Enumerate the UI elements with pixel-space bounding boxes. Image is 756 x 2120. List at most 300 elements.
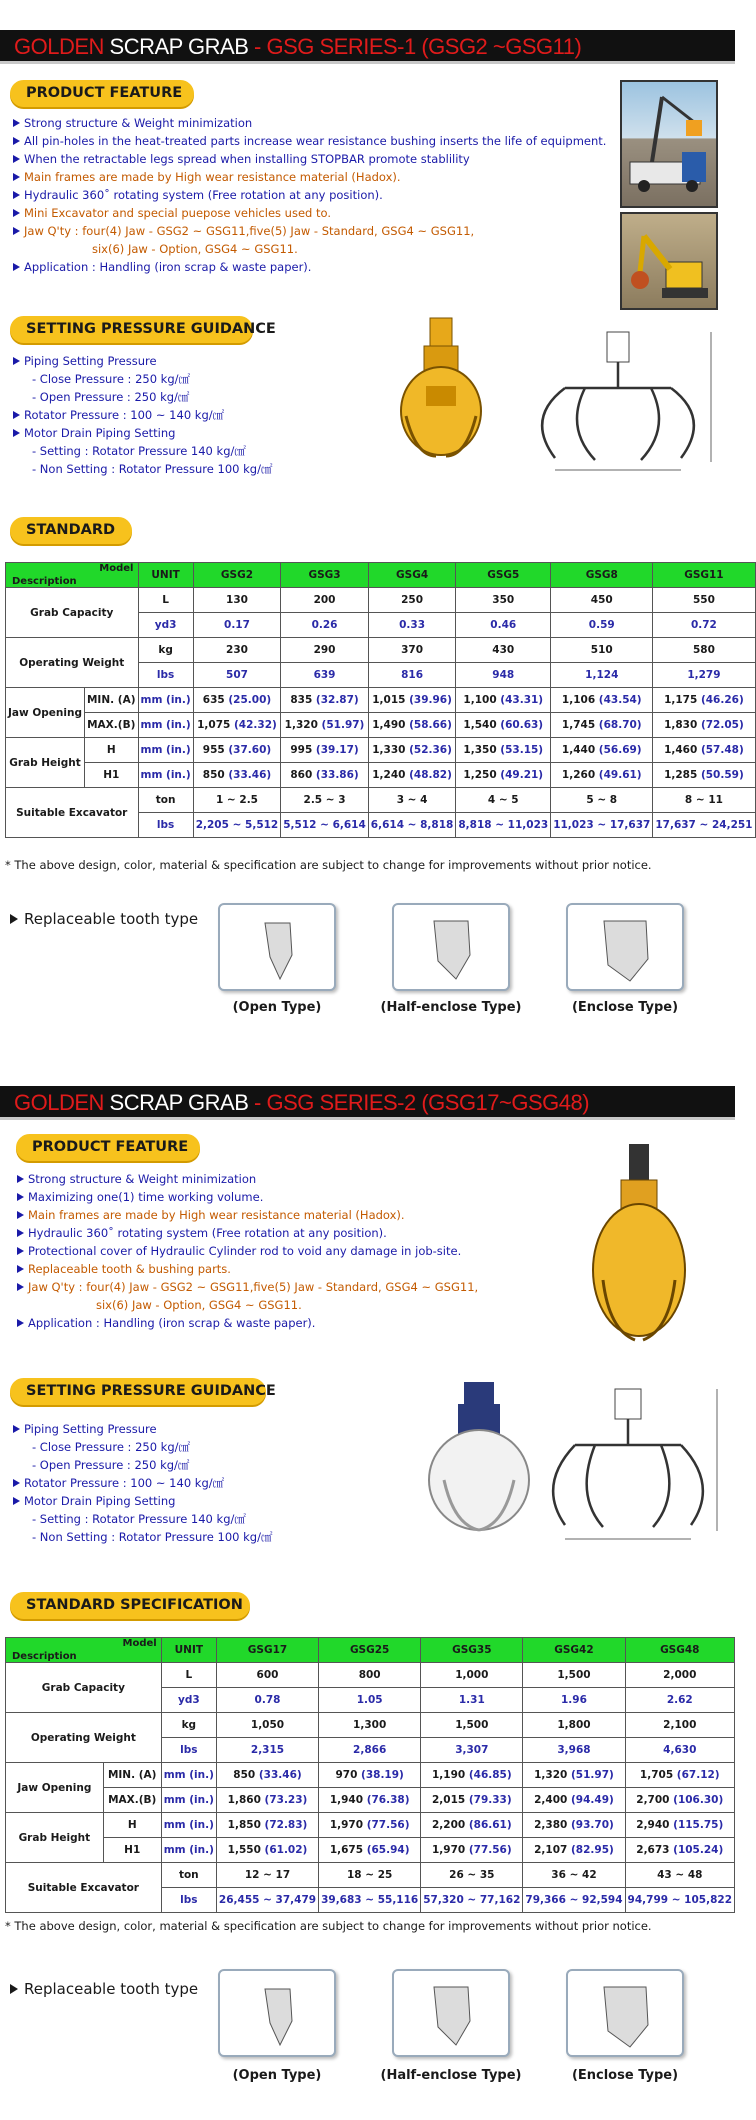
value-cell: 2.5 ~ 3 bbox=[281, 788, 369, 813]
crane-truck-photo bbox=[620, 80, 718, 208]
feature-item: Main frames are made by High wear resistance material (Hadox). bbox=[12, 168, 606, 186]
value-cell: 1,175 (46.26) bbox=[653, 688, 755, 713]
value-cell: 290 bbox=[281, 638, 369, 663]
value-cell: 430 bbox=[456, 638, 551, 663]
value-cell: 1,850 (72.83) bbox=[216, 1813, 318, 1838]
inch-value: (77.56) bbox=[468, 1844, 512, 1856]
inch-value: (86.61) bbox=[468, 1819, 512, 1831]
model-header: GSG48 bbox=[625, 1638, 734, 1663]
table-row bbox=[6, 1863, 735, 1888]
value-cell: 2,400 (94.49) bbox=[523, 1788, 625, 1813]
value-cell: 600 bbox=[216, 1663, 318, 1688]
value-cell: 2.62 bbox=[625, 1688, 734, 1713]
value-cell: 0.72 bbox=[653, 613, 755, 638]
value-cell: 6,614 ~ 8,818 bbox=[368, 813, 456, 838]
unit-cell: ton bbox=[161, 1863, 216, 1888]
value-cell: 948 bbox=[456, 663, 551, 688]
value-cell: 1,500 bbox=[421, 1713, 523, 1738]
value-cell: 639 bbox=[281, 663, 369, 688]
feature-item: Main frames are made by High wear resistance material (Hadox). bbox=[16, 1206, 478, 1224]
inch-value: (43.54) bbox=[598, 694, 642, 706]
unit-cell: kg bbox=[138, 638, 193, 663]
inch-value: (72.83) bbox=[264, 1819, 308, 1831]
model-header: GSG2 bbox=[193, 563, 281, 588]
value-cell: 17,637 ~ 24,251 bbox=[653, 813, 755, 838]
inch-value: (72.05) bbox=[700, 719, 744, 731]
half-enclose-tooth-image-2 bbox=[392, 1969, 510, 2057]
value-cell: 350 bbox=[456, 588, 551, 613]
value-cell: 550 bbox=[653, 588, 755, 613]
unit-cell: mm (in.) bbox=[161, 1788, 216, 1813]
unit-cell: lbs bbox=[138, 813, 193, 838]
value-cell: 1,675 (65.94) bbox=[319, 1838, 421, 1863]
value-cell: 1,830 (72.05) bbox=[653, 713, 755, 738]
feature-item: Hydraulic 360˚ rotating system (Free rotation at any position). bbox=[12, 186, 606, 204]
table-row bbox=[6, 763, 756, 788]
pressure-item: Motor Drain Piping Setting bbox=[12, 424, 272, 442]
model-header: GSG11 bbox=[653, 563, 755, 588]
inch-value: (49.21) bbox=[500, 769, 544, 781]
value-cell: 1.05 bbox=[319, 1688, 421, 1713]
value-cell: 995 (39.17) bbox=[281, 738, 369, 763]
table-row bbox=[6, 1713, 735, 1738]
value-cell: 5,512 ~ 6,614 bbox=[281, 813, 369, 838]
inch-value: (39.17) bbox=[315, 744, 359, 756]
enclose-tooth-image bbox=[566, 903, 684, 991]
open-type-caption: (Open Type) bbox=[232, 1000, 322, 1015]
tooth-type-heading-2: Replaceable tooth type bbox=[10, 1980, 198, 1998]
half-enclose-tooth-icon-2 bbox=[394, 1971, 508, 2055]
value-cell: 1,240 (48.82) bbox=[368, 763, 456, 788]
value-cell: 1,260 (49.61) bbox=[551, 763, 653, 788]
inch-value: (32.87) bbox=[315, 694, 359, 706]
inch-value: (53.15) bbox=[500, 744, 544, 756]
value-cell: 1,350 (53.15) bbox=[456, 738, 551, 763]
model-header: GSG3 bbox=[281, 563, 369, 588]
value-cell: 1,320 (51.97) bbox=[523, 1763, 625, 1788]
table-row bbox=[6, 688, 756, 713]
value-cell: 635 (25.00) bbox=[193, 688, 281, 713]
feature-item: Application : Handling (iron scrap & waste paper). bbox=[16, 1314, 478, 1332]
row-group-label: Operating Weight bbox=[6, 638, 139, 688]
unit-header: UNIT bbox=[138, 563, 193, 588]
description-model-header bbox=[6, 563, 139, 588]
pressure-item: Rotator Pressure : 100 ~ 140 kg/㎠ bbox=[12, 406, 272, 424]
inch-value: (38.19) bbox=[361, 1769, 404, 1781]
feature-item: Mini Excavator and special puepose vehicles used to. bbox=[12, 204, 606, 222]
value-cell: 130 bbox=[193, 588, 281, 613]
inch-value: (48.82) bbox=[409, 769, 452, 781]
inch-value: (37.60) bbox=[228, 744, 272, 756]
pressure-item: - Setting : Rotator Pressure 140 kg/㎠ bbox=[32, 1512, 246, 1526]
value-cell: 1 ~ 2.5 bbox=[193, 788, 281, 813]
value-cell: 580 bbox=[653, 638, 755, 663]
value-cell: 2,380 (93.70) bbox=[523, 1813, 625, 1838]
table-row bbox=[6, 738, 756, 763]
value-cell: 2,700 (106.30) bbox=[625, 1788, 734, 1813]
product-feature-heading-2: PRODUCT FEATURE bbox=[16, 1134, 200, 1161]
inch-value: (67.12) bbox=[676, 1769, 720, 1781]
grab-product-image bbox=[396, 316, 486, 466]
model-label: Model bbox=[122, 1638, 157, 1649]
model-header: GSG8 bbox=[551, 563, 653, 588]
unit-cell: lbs bbox=[138, 663, 193, 688]
open-tooth-image bbox=[218, 903, 336, 991]
half-enclose-tooth-icon bbox=[394, 905, 508, 989]
table-row bbox=[6, 1788, 735, 1813]
unit-cell: yd3 bbox=[138, 613, 193, 638]
feature-item: Protectional cover of Hydraulic Cylinder rod to void any damage in job-site. bbox=[16, 1242, 478, 1260]
description-label: Description bbox=[12, 1651, 77, 1662]
unit-cell: mm (in.) bbox=[161, 1813, 216, 1838]
row-sub-label: H bbox=[103, 1813, 161, 1838]
table-row bbox=[6, 1838, 735, 1863]
open-tooth-icon-2 bbox=[220, 1971, 334, 2055]
row-sub-label: MAX.(B) bbox=[103, 1788, 161, 1813]
value-cell: 200 bbox=[281, 588, 369, 613]
value-cell: 39,683 ~ 55,116 bbox=[319, 1888, 421, 1913]
crane-truck-icon bbox=[622, 82, 716, 206]
row-sub-label: MIN. (A) bbox=[103, 1763, 161, 1788]
disclaimer-note-2: * The above design, color, material & specification are subject to change for improvements without prior notice. bbox=[5, 1919, 652, 1933]
series2-title: GOLDEN SCRAP GRAB - GSG SERIES-2 (GSG17~GSG48) bbox=[14, 1090, 590, 1115]
inch-value: (42.32) bbox=[234, 719, 277, 731]
value-cell: 5 ~ 8 bbox=[551, 788, 653, 813]
row-sub-label: MAX.(B) bbox=[84, 713, 138, 738]
value-cell: 0.78 bbox=[216, 1688, 318, 1713]
value-cell: 1,124 bbox=[551, 663, 653, 688]
value-cell: 1,100 (43.31) bbox=[456, 688, 551, 713]
pressure-item: Motor Drain Piping Setting bbox=[12, 1492, 272, 1510]
value-cell: 1,330 (52.36) bbox=[368, 738, 456, 763]
model-header: GSG42 bbox=[523, 1638, 625, 1663]
unit-header: UNIT bbox=[161, 1638, 216, 1663]
value-cell: 2,015 (79.33) bbox=[421, 1788, 523, 1813]
enclose-type-caption: (Enclose Type) bbox=[571, 1000, 679, 1015]
pressure-item: - Close Pressure : 250 kg/㎠ bbox=[32, 1440, 191, 1454]
value-cell: 955 (37.60) bbox=[193, 738, 281, 763]
excavator-photo bbox=[620, 212, 718, 310]
value-cell: 1,279 bbox=[653, 663, 755, 688]
value-cell: 2,107 (82.95) bbox=[523, 1838, 625, 1863]
excavator-icon bbox=[622, 214, 716, 308]
pressure-item: - Open Pressure : 250 kg/㎠ bbox=[32, 1458, 190, 1472]
grab-dimension-drawing bbox=[525, 328, 725, 478]
value-cell: 3,968 bbox=[523, 1738, 625, 1763]
product-feature-heading: PRODUCT FEATURE bbox=[10, 80, 194, 107]
value-cell: 1,800 bbox=[523, 1713, 625, 1738]
feature-item: Application : Handling (iron scrap & waste paper). bbox=[12, 258, 606, 276]
pressure-list-2 bbox=[12, 1420, 272, 1546]
value-cell: 18 ~ 25 bbox=[319, 1863, 421, 1888]
value-cell: 11,023 ~ 17,637 bbox=[551, 813, 653, 838]
unit-cell: lbs bbox=[161, 1738, 216, 1763]
table-row bbox=[6, 588, 756, 613]
pressure-item: Piping Setting Pressure bbox=[12, 352, 272, 370]
feature-item: All pin-holes in the heat-treated parts increase wear resistance bushing inserts the life of equipment. bbox=[12, 132, 606, 150]
table-row bbox=[6, 788, 756, 813]
model-header: GSG4 bbox=[368, 563, 456, 588]
value-cell: 2,000 bbox=[625, 1663, 734, 1688]
value-cell: 816 bbox=[368, 663, 456, 688]
spec-table-series1 bbox=[5, 562, 756, 838]
value-cell: 507 bbox=[193, 663, 281, 688]
table-row bbox=[6, 638, 756, 663]
tooth-type-heading: Replaceable tooth type bbox=[10, 910, 198, 928]
value-cell: 370 bbox=[368, 638, 456, 663]
inch-value: (82.95) bbox=[571, 1844, 614, 1856]
value-cell: 1,490 (58.66) bbox=[368, 713, 456, 738]
value-cell: 26 ~ 35 bbox=[421, 1863, 523, 1888]
feature-item: Jaw Q'ty : four(4) Jaw - GSG2 ~ GSG11,five(5) Jaw - Standard, GSG4 ~ GSG11, bbox=[12, 222, 606, 240]
value-cell: 2,200 (86.61) bbox=[421, 1813, 523, 1838]
row-sub-label: H bbox=[84, 738, 138, 763]
inch-value: (58.66) bbox=[409, 719, 452, 731]
unit-cell: mm (in.) bbox=[138, 738, 193, 763]
unit-cell: mm (in.) bbox=[161, 1763, 216, 1788]
pressure-item: - Open Pressure : 250 kg/㎠ bbox=[32, 390, 190, 404]
table-row bbox=[6, 1763, 735, 1788]
value-cell: 4 ~ 5 bbox=[456, 788, 551, 813]
value-cell: 1,300 bbox=[319, 1713, 421, 1738]
unit-cell: lbs bbox=[161, 1888, 216, 1913]
value-cell: 36 ~ 42 bbox=[523, 1863, 625, 1888]
value-cell: 1.96 bbox=[523, 1688, 625, 1713]
value-cell: 1,250 (49.21) bbox=[456, 763, 551, 788]
feature-item: Hydraulic 360˚ rotating system (Free rotation at any position). bbox=[16, 1224, 478, 1242]
feature-item: Strong structure & Weight minimization bbox=[16, 1170, 478, 1188]
enclose-tooth-image-2 bbox=[566, 1969, 684, 2057]
value-cell: 2,673 (105.24) bbox=[625, 1838, 734, 1863]
value-cell: 1,970 (77.56) bbox=[421, 1838, 523, 1863]
table-row bbox=[6, 1663, 735, 1688]
value-cell: 57,320 ~ 77,162 bbox=[421, 1888, 523, 1913]
feature-list-2 bbox=[16, 1170, 478, 1332]
setting-pressure-heading-2: SETTING PRESSURE GUIDANCE bbox=[10, 1378, 266, 1405]
value-cell: 510 bbox=[551, 638, 653, 663]
standard-specification-heading: STANDARD SPECIFICATION bbox=[10, 1592, 250, 1619]
table-row bbox=[6, 713, 756, 738]
value-cell: 230 bbox=[193, 638, 281, 663]
value-cell: 1,320 (51.97) bbox=[281, 713, 369, 738]
value-cell: 1,540 (60.63) bbox=[456, 713, 551, 738]
inch-value: (105.24) bbox=[673, 1844, 724, 1856]
value-cell: 26,455 ~ 37,479 bbox=[216, 1888, 318, 1913]
unit-cell: L bbox=[138, 588, 193, 613]
enclose-tooth-icon-2 bbox=[568, 1971, 682, 2055]
inch-value: (60.63) bbox=[500, 719, 544, 731]
half-enclose-type-caption: (Half-enclose Type) bbox=[380, 1000, 522, 1015]
value-cell: 12 ~ 17 bbox=[216, 1863, 318, 1888]
row-group-label: Grab Capacity bbox=[6, 1663, 162, 1713]
unit-cell: L bbox=[161, 1663, 216, 1688]
unit-cell: kg bbox=[161, 1713, 216, 1738]
value-cell: 835 (32.87) bbox=[281, 688, 369, 713]
inch-value: (76.38) bbox=[366, 1794, 410, 1806]
series1-title: GOLDEN SCRAP GRAB - GSG SERIES-1 (GSG2 ~GSG11) bbox=[14, 34, 582, 59]
value-cell: 850 (33.46) bbox=[193, 763, 281, 788]
inch-value: (79.33) bbox=[468, 1794, 512, 1806]
open-tooth-image-2 bbox=[218, 1969, 336, 2057]
value-cell: 2,205 ~ 5,512 bbox=[193, 813, 281, 838]
value-cell: 1,106 (43.54) bbox=[551, 688, 653, 713]
inch-value: (43.31) bbox=[500, 694, 544, 706]
feature-item: Strong structure & Weight minimization bbox=[12, 114, 606, 132]
inch-value: (115.75) bbox=[673, 1819, 724, 1831]
unit-cell: mm (in.) bbox=[161, 1838, 216, 1863]
feature-item: Replaceable tooth & bushing parts. bbox=[16, 1260, 478, 1278]
row-group-label: Suitable Excavator bbox=[6, 788, 139, 838]
value-cell: 79,366 ~ 92,594 bbox=[523, 1888, 625, 1913]
disclaimer-note: * The above design, color, material & specification are subject to change for improvements without prior notice. bbox=[5, 858, 652, 872]
open-type-caption-2: (Open Type) bbox=[232, 2068, 322, 2083]
half-enclose-tooth-image bbox=[392, 903, 510, 991]
grab-product-image-2 bbox=[585, 1140, 690, 1350]
inch-value: (39.96) bbox=[409, 694, 452, 706]
description-label: Description bbox=[12, 576, 77, 587]
value-cell: 1.31 bbox=[421, 1688, 523, 1713]
inch-value: (68.70) bbox=[598, 719, 642, 731]
value-cell: 250 bbox=[368, 588, 456, 613]
setting-pressure-heading: SETTING PRESSURE GUIDANCE bbox=[10, 316, 253, 343]
unit-cell: ton bbox=[138, 788, 193, 813]
feature-item: Jaw Q'ty : four(4) Jaw - GSG2 ~ GSG11,five(5) Jaw - Standard, GSG4 ~ GSG11, bbox=[16, 1278, 478, 1296]
inch-value: (50.59) bbox=[700, 769, 744, 781]
inch-value: (49.61) bbox=[598, 769, 642, 781]
grab-product-image-white bbox=[424, 1380, 532, 1535]
pressure-item: - Non Setting : Rotator Pressure 100 kg/㎠ bbox=[32, 462, 273, 476]
value-cell: 2,940 (115.75) bbox=[625, 1813, 734, 1838]
inch-value: (46.26) bbox=[700, 694, 744, 706]
value-cell: 1,285 (50.59) bbox=[653, 763, 755, 788]
description-model-header bbox=[6, 1638, 162, 1663]
inch-value: (51.97) bbox=[321, 719, 365, 731]
value-cell: 8,818 ~ 11,023 bbox=[456, 813, 551, 838]
inch-value: (51.97) bbox=[571, 1769, 614, 1781]
value-cell: 1,705 (67.12) bbox=[625, 1763, 734, 1788]
inch-value: (73.23) bbox=[264, 1794, 308, 1806]
value-cell: 4,630 bbox=[625, 1738, 734, 1763]
inch-value: (56.69) bbox=[598, 744, 642, 756]
row-group-label: Operating Weight bbox=[6, 1713, 162, 1763]
standard-heading: STANDARD bbox=[10, 517, 132, 544]
value-cell: 1,460 (57.48) bbox=[653, 738, 755, 763]
inch-value: (46.85) bbox=[468, 1769, 512, 1781]
inch-value: (93.70) bbox=[571, 1819, 614, 1831]
unit-cell: mm (in.) bbox=[138, 688, 193, 713]
value-cell: 0.26 bbox=[281, 613, 369, 638]
value-cell: 1,500 bbox=[523, 1663, 625, 1688]
enclose-type-caption-2: (Enclose Type) bbox=[571, 2068, 679, 2083]
pressure-item: Piping Setting Pressure bbox=[12, 1420, 272, 1438]
feature-item: six(6) Jaw - Option, GSG4 ~ GSG11. bbox=[96, 1298, 302, 1312]
feature-item: Maximizing one(1) time working volume. bbox=[16, 1188, 478, 1206]
inch-value: (77.56) bbox=[366, 1819, 410, 1831]
value-cell: 0.33 bbox=[368, 613, 456, 638]
series1-banner bbox=[0, 30, 735, 64]
pressure-list bbox=[12, 352, 272, 478]
value-cell: 450 bbox=[551, 588, 653, 613]
inch-value: (61.02) bbox=[264, 1844, 308, 1856]
model-header: GSG5 bbox=[456, 563, 551, 588]
value-cell: 1,015 (39.96) bbox=[368, 688, 456, 713]
value-cell: 850 (33.46) bbox=[216, 1763, 318, 1788]
value-cell: 8 ~ 11 bbox=[653, 788, 755, 813]
model-header: GSG17 bbox=[216, 1638, 318, 1663]
value-cell: 43 ~ 48 bbox=[625, 1863, 734, 1888]
value-cell: 970 (38.19) bbox=[319, 1763, 421, 1788]
value-cell: 3 ~ 4 bbox=[368, 788, 456, 813]
row-group-label: Suitable Excavator bbox=[6, 1863, 162, 1913]
series2-banner bbox=[0, 1086, 735, 1120]
pressure-item: - Setting : Rotator Pressure 140 kg/㎠ bbox=[32, 444, 246, 458]
model-header: GSG25 bbox=[319, 1638, 421, 1663]
inch-value: (106.30) bbox=[673, 1794, 724, 1806]
inch-value: (25.00) bbox=[228, 694, 272, 706]
value-cell: 0.46 bbox=[456, 613, 551, 638]
value-cell: 94,799 ~ 105,822 bbox=[625, 1888, 734, 1913]
row-group-label: Jaw Opening bbox=[6, 1763, 104, 1813]
model-label: Model bbox=[99, 563, 134, 574]
spec-table-series2 bbox=[5, 1637, 735, 1913]
row-group-label: Grab Height bbox=[6, 738, 85, 788]
value-cell: 1,000 bbox=[421, 1663, 523, 1688]
inch-value: (52.36) bbox=[409, 744, 452, 756]
value-cell: 2,315 bbox=[216, 1738, 318, 1763]
value-cell: 800 bbox=[319, 1663, 421, 1688]
model-header: GSG35 bbox=[421, 1638, 523, 1663]
value-cell: 1,050 bbox=[216, 1713, 318, 1738]
unit-cell: mm (in.) bbox=[138, 763, 193, 788]
row-group-label: Grab Height bbox=[6, 1813, 104, 1863]
row-sub-label: H1 bbox=[84, 763, 138, 788]
open-tooth-icon bbox=[220, 905, 334, 989]
inch-value: (33.46) bbox=[228, 769, 272, 781]
feature-item: six(6) Jaw - Option, GSG4 ~ GSG11. bbox=[92, 242, 298, 256]
unit-cell: yd3 bbox=[161, 1688, 216, 1713]
value-cell: 1,190 (46.85) bbox=[421, 1763, 523, 1788]
value-cell: 1,075 (42.32) bbox=[193, 713, 281, 738]
inch-value: (94.49) bbox=[571, 1794, 614, 1806]
row-group-label: Grab Capacity bbox=[6, 588, 139, 638]
value-cell: 1,550 (61.02) bbox=[216, 1838, 318, 1863]
table-row bbox=[6, 1813, 735, 1838]
row-sub-label: MIN. (A) bbox=[84, 688, 138, 713]
value-cell: 1,860 (73.23) bbox=[216, 1788, 318, 1813]
inch-value: (57.48) bbox=[700, 744, 744, 756]
inch-value: (65.94) bbox=[366, 1844, 410, 1856]
inch-value: (33.46) bbox=[258, 1769, 302, 1781]
value-cell: 0.17 bbox=[193, 613, 281, 638]
value-cell: 1,970 (77.56) bbox=[319, 1813, 421, 1838]
value-cell: 2,100 bbox=[625, 1713, 734, 1738]
value-cell: 1,440 (56.69) bbox=[551, 738, 653, 763]
feature-list bbox=[12, 114, 606, 276]
half-enclose-type-caption-2: (Half-enclose Type) bbox=[380, 2068, 522, 2083]
pressure-item: - Non Setting : Rotator Pressure 100 kg/㎠ bbox=[32, 1530, 273, 1544]
value-cell: 860 (33.86) bbox=[281, 763, 369, 788]
value-cell: 1,745 (68.70) bbox=[551, 713, 653, 738]
value-cell: 1,940 (76.38) bbox=[319, 1788, 421, 1813]
pressure-item: - Close Pressure : 250 kg/㎠ bbox=[32, 372, 191, 386]
inch-value: (33.86) bbox=[315, 769, 359, 781]
unit-cell: mm (in.) bbox=[138, 713, 193, 738]
value-cell: 0.59 bbox=[551, 613, 653, 638]
value-cell: 2,866 bbox=[319, 1738, 421, 1763]
row-group-label: Jaw Opening bbox=[6, 688, 85, 738]
feature-item: When the retractable legs spread when installing STOPBAR promote stablility bbox=[12, 150, 606, 168]
enclose-tooth-icon bbox=[568, 905, 682, 989]
